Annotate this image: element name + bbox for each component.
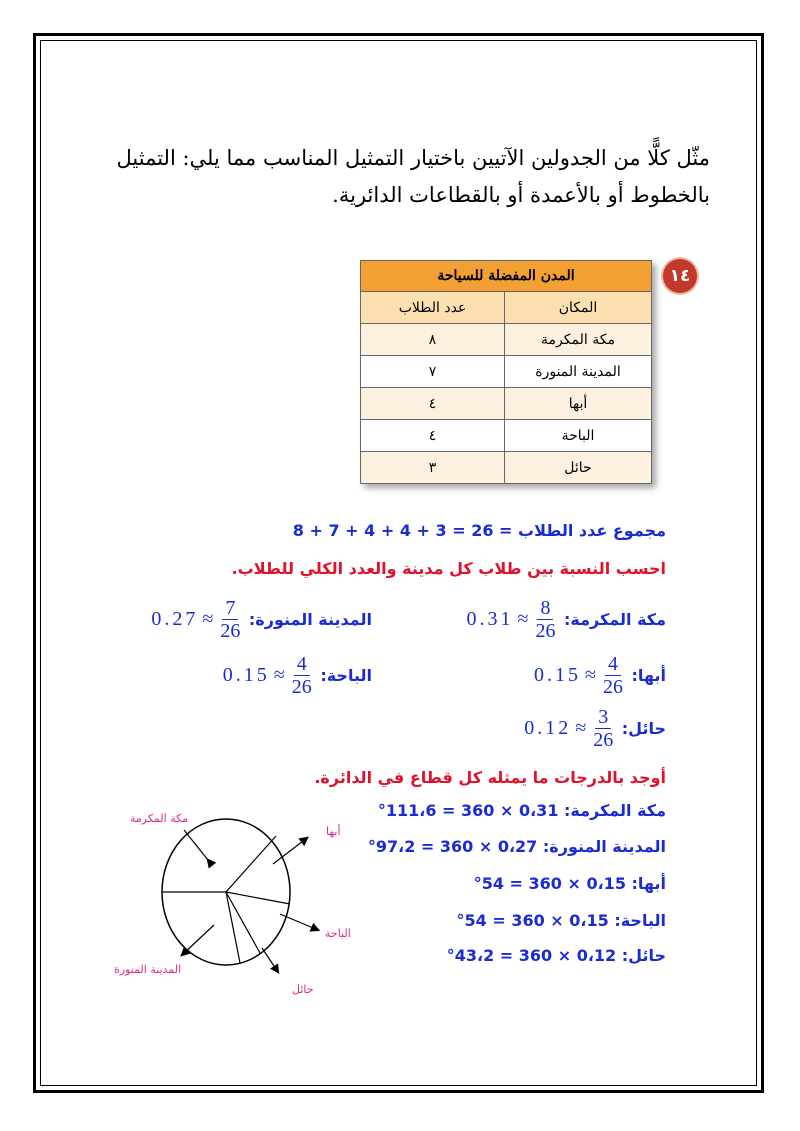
ratio-city: حائل:: [621, 719, 666, 738]
sector-line: [226, 892, 290, 904]
total-expr: 26 = 3 + 4 + 4 + 7 + 8: [292, 521, 494, 540]
frac-denominator: 26: [593, 729, 614, 751]
sector-line: [226, 892, 260, 953]
table-row: [361, 324, 652, 356]
degree-expr: 0،31 × 360 = 111،6°: [377, 801, 559, 820]
table-row: [361, 420, 652, 452]
ratio-city: المدينة المنورة:: [248, 610, 372, 629]
total-line: مجموع عدد الطلاب = 26 = 3 + 4 + 4 + 7 + 8: [292, 521, 666, 540]
cell-place: المدينة المنورة: [505, 356, 652, 388]
arrow-makkah: [184, 830, 208, 860]
frac-numerator: 8: [537, 597, 553, 620]
frac-numerator: 7: [222, 597, 238, 620]
degree-city: مكة المكرمة:: [564, 801, 666, 820]
ratio-value: 0.15: [533, 664, 581, 686]
ratio-value: 0.12: [524, 717, 572, 739]
approx-sign: ≈: [575, 717, 587, 739]
cell-place: أبها: [505, 388, 652, 420]
ratio-abha: [534, 653, 666, 698]
ratio-city: مكة المكرمة:: [564, 610, 666, 629]
cell-count: ٨: [361, 324, 505, 356]
degree-city: حائل:: [621, 946, 666, 965]
ratio-value: 0.27: [151, 608, 199, 630]
table-row: [361, 356, 652, 388]
cell-count: ٣: [361, 452, 505, 484]
approx-sign: ≈: [517, 608, 529, 630]
ratio-city: أبها:: [631, 666, 666, 685]
frac-denominator: 26: [220, 620, 241, 642]
ratio-value: 0.15: [222, 664, 270, 686]
arrow-madinah: [182, 925, 214, 955]
approx-sign: ≈: [202, 608, 214, 630]
ratio-city: الباحة:: [320, 666, 372, 685]
ratio-baha: [223, 653, 372, 698]
degree-expr: 0،15 × 360 = 54°: [456, 911, 609, 930]
sector-line: [226, 836, 276, 892]
arrow-abha: [273, 838, 307, 864]
pie-label-abha: أبها: [326, 825, 341, 838]
header-count: عدد الطلاب: [361, 292, 505, 324]
cell-place: مكة المكرمة: [505, 324, 652, 356]
degree-expr: 0،15 × 360 = 54°: [473, 874, 626, 893]
instructions-text: مثّل كلًّا من الجدولين الآتيين باختيار التمثيل المناسب مما يلي: التمثيل بالخطوط أو بالأعمدة أو بالقطاعات الدائرية.: [116, 146, 710, 207]
degree-hail: [447, 946, 666, 965]
frac-numerator: 3: [595, 706, 611, 729]
ratio-heading: احسب النسبة بين طلاب كل مدينة والعدد الكلي للطلاب.: [231, 559, 666, 578]
frac-numerator: 4: [605, 653, 621, 676]
degree-abha: [474, 874, 666, 893]
tourism-table: [360, 260, 652, 484]
degree-madinah: [368, 837, 666, 856]
degree-city: أبها:: [631, 874, 666, 893]
cell-place: الباحة: [505, 420, 652, 452]
pie-label-hail: حائل: [292, 983, 314, 996]
cell-count: ٧: [361, 356, 505, 388]
arrow-baha: [280, 914, 318, 930]
table-row: [361, 452, 652, 484]
pie-label-makkah: مكة المكرمة: [130, 812, 189, 825]
degrees-heading: أوجد بالدرجات ما يمثله كل قطاع في الدائرة.: [314, 768, 666, 787]
frac-denominator: 26: [535, 620, 556, 642]
degree-baha: [457, 911, 667, 930]
cell-place: حائل: [505, 452, 652, 484]
degree-city: الباحة:: [614, 911, 666, 930]
degree-city: المدينة المنورة:: [542, 837, 666, 856]
cell-count: ٤: [361, 388, 505, 420]
table-title: المدن المفضلة للسياحة: [361, 261, 652, 292]
degree-makkah: [378, 801, 666, 820]
ratio-hail: [524, 706, 666, 751]
ratio-madinah: [151, 597, 372, 642]
ratio-value: 0.31: [466, 608, 514, 630]
arrow-hail: [262, 948, 278, 972]
approx-sign: ≈: [273, 664, 285, 686]
header-place: المكان: [505, 292, 652, 324]
pie-label-madinah: المدينة المنورة: [114, 963, 182, 976]
sector-line: [226, 892, 240, 963]
ratio-makkah: [466, 597, 666, 642]
cell-count: ٤: [361, 420, 505, 452]
table-row: [361, 388, 652, 420]
frac-denominator: 26: [291, 676, 312, 698]
degree-expr: 0،27 × 360 = 97،2°: [367, 837, 538, 856]
approx-sign: ≈: [584, 664, 596, 686]
exercise-number-badge: ١٤: [663, 259, 697, 293]
frac-numerator: 4: [294, 653, 310, 676]
total-label: مجموع عدد الطلاب: [518, 521, 666, 540]
degree-expr: 0،12 × 360 = 43،2°: [446, 946, 617, 965]
pie-label-baha: الباحة: [325, 927, 351, 940]
frac-denominator: 26: [602, 676, 623, 698]
